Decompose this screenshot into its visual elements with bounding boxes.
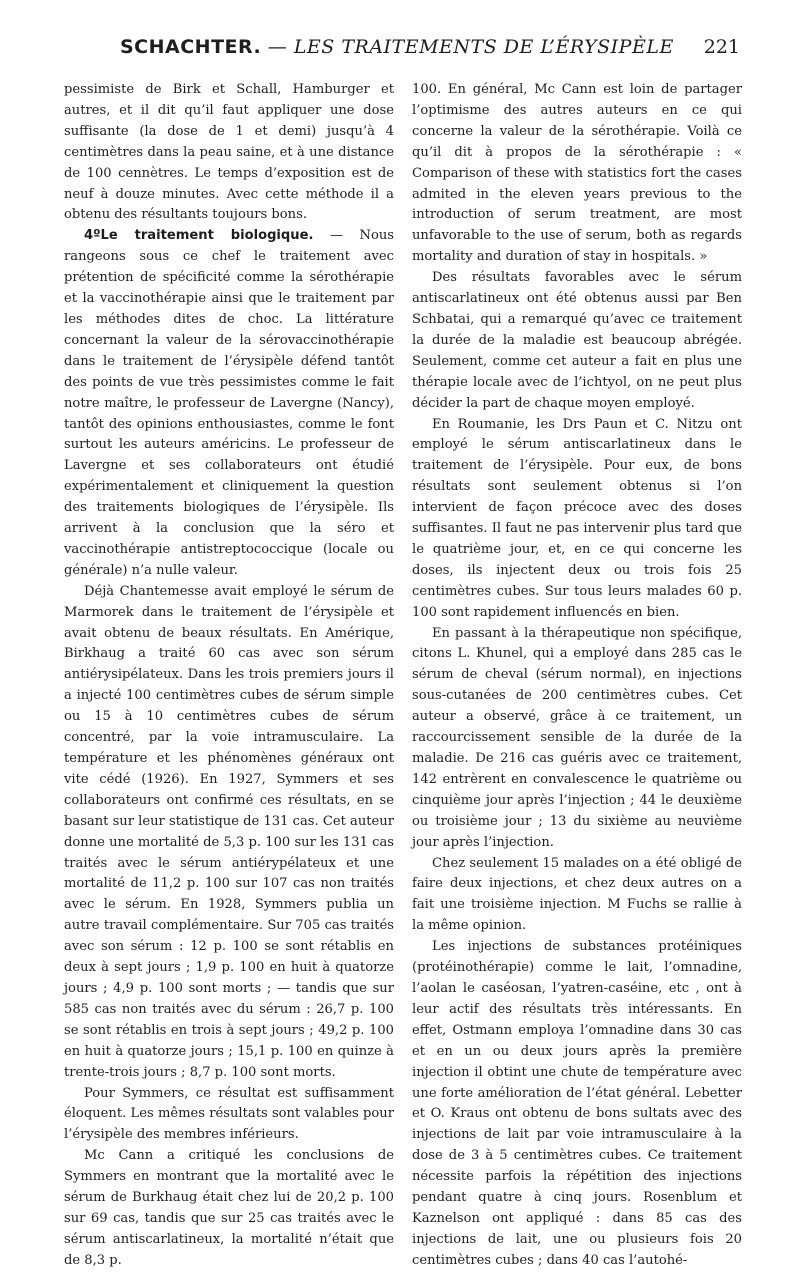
section-heading: 4ºLe traitement biologique. bbox=[84, 228, 314, 244]
paragraph: pessimiste de Birk et Schall, Hamburger et autres, et il dit qu’il faut appliquer une dose suffisante (la dose de 1 et demi) jusqu’à 4 centimètres dans la peau saine, et à une distance de 100 cennètres. Le temps d’exposition est de neuf à douze minutes. Avec cette méthode il a obtenu des résultants toujours bons. bbox=[64, 82, 394, 223]
paragraph: Chez seulement 15 malades on a été obligé de faire deux injections, et chez deux autres on a fait une troisième injection. M Fuchs se rallie à la même opinion. bbox=[412, 855, 742, 934]
header-title: — LES TRAITEMENTS DE L’ÉRYSIPÈLE bbox=[261, 36, 674, 58]
paragraph: En Roumanie, les Drs Paun et C. Nitzu ont employé le sérum antiscarlatineux dans le traitement de l’érysipèle. Pour eux, de bons résultats sont seulement obtenus si l’on intervient de façon précoce avec des doses suffisantes. Il faut ne pas intervenir plus tard que le quatrième jour, et, en ce qui concerne les doses, ils injectent deux ou trois fois 25 centimètres cubes. Sur tous leurs malades 60 p. 100 sont rapidement influencés en bien. bbox=[412, 416, 742, 620]
right-column bbox=[412, 80, 742, 1272]
paragraph: En passant à la thérapeutique non spécifique, citons L. Khunel, qui a employé dans 285 cas le sérum de cheval (sérum normal), en injections sous-cutanées de 200 centimètres cubes. Cet auteur a observé, grâce à ce traitement, un raccourcissement sensible de la durée de la maladie. De 216 cas guéris avec ce traitement, 142 entrèrent en convalescence le quatrième ou cinquième jour après l’injection ; 44 le deuxième ou troisième jour ; 13 du sixième au neuvième jour après l’injection. bbox=[412, 625, 742, 850]
paragraph: Déjà Chantemesse avait employé le sérum de Marmorek dans le traitement de l’érysipèle et avait obtenu de beaux résultats. En Amérique, Birkhaug a traité 60 cas avec son sérum antiérysipélateux. Dans les trois premiers jours il a injecté 100 centimètres cubes de sérum simple ou 15 à 10 centimètres cubes de sérum concentré, par la voie intramusculaire. La température et les phénomènes généraux ont vite cédé (1926). En 1927, Symmers et ses collaborateurs ont confirmé ces résultats, en se basant sur leur statistique de 131 cas. Cet auteur donne une mortalité de 5,3 p. 100 sur les 131 cas traités avec le sérum antiérypélateux et une mortalité de 11,2 p. 100 sur 107 cas non traités avec le sérum. En 1928, Symmers publia un autre travail complémentaire. Sur 705 cas traités avec son sérum : 12 p. 100 se sont rétablis en deux à sept jours ; 1,9 p. 100 en huit à quatorze jours ; 4,9 p. 100 sont morts ; — tandis que sur 585 cas non traités avec du sérum : 26,7 p. 100 se sont rétablis en trois à sept jours ; 49,2 p. 100 en huit à quatorze jours ; 15,1 p. 100 en quinze à trente-trois jours ; 8,7 p. 100 sont morts. bbox=[64, 583, 394, 1080]
paragraph-biological-treatment bbox=[64, 226, 394, 581]
paragraph: Pour Symmers, ce résultat est suffisamment éloquent. Les mêmes résultats sont valables pour l’érysipèle des membres inférieurs. bbox=[64, 1085, 394, 1143]
page-title bbox=[120, 36, 674, 58]
paragraph: Les injections de substances protéiniques (protéinothérapie) comme le lait, l’omnadine, l’aolan le caséosan, l’yatren-caséine, etc , ont à leur actif des résultats très intéressants. En effet, Ostmann employa l’omnadine dans 30 cas et en un ou deux jours après la première injection il obtint une chute de température avec une forte amélioration de l’état général. Lebetter et O. Kraus ont obtenu de bons sultats avec des injections de lait par voie intramusculaire à la dose de 3 à 5 centimètres cubes. Ce traitement nécessite parfois la répétition des injections pendant quatre à cinq jours. Rosenblum et Kaznelson ont appliqué : dans 85 cas des injections de lait, une ou plusieurs fois 20 centimètres cubes ; dans 40 cas l’autohé- bbox=[412, 939, 742, 1268]
paragraph: 100. En général, Mc Cann est loin de partager l’optimisme des autres auteurs en ce qui concerne la valeur de la sérothérapie. Voilà ce qu’il dit à propos de la sérothérapie : « Comparison of these with statistics fort the cases admited in the eleven years previous to the introduction of serum treatment, are most unfavorable to the use of serum, both as regards mortality and duration of stay in hospitals. » bbox=[412, 82, 742, 265]
paragraph-text: — Nous rangeons sous ce chef le traitement avec prétention de spécificité comme la sérothérapie et la vaccinothérapie ainsi que le traitement par les méthodes dites de choc. La littérature concernant la valeur de la sérovaccinothérapie dans le traitement de l’érysipèle défend tantôt des points de vue très pessimistes comme le fait notre maître, le professeur de Lavergne (Nancy), tantôt des opinions enthousiastes, comme le font surtout les auteurs américins. Le professeur de Lavergne et ses collaborateurs ont étudié expérimentalement et cliniquement la question des traitements biologiques de l’érysipèle. Ils arrivent à la conclusion que la séro et vaccinothérapie antistreptococcique (locale ou générale) n’a nulle valeur. bbox=[64, 228, 394, 578]
paragraph: Mc Cann a critiqué les conclusions de Symmers en montrant que la mortalité avec le sérum de Burkhaug était chez lui de 20,2 p. 100 sur 69 cas, tandis que sur 25 cas traités avec le sérum antiscarlatineux, la mortalité n’était que de 8,3 p. bbox=[64, 1148, 394, 1268]
running-header bbox=[60, 36, 740, 76]
left-column bbox=[64, 80, 394, 1272]
page-number: 221 bbox=[703, 36, 740, 58]
paragraph: Des résultats favorables avec le sérum antiscarlatineux ont été obtenus aussi par Ben Schbatai, qui a remarqué qu’avec ce traitement la durée de la maladie est beaucoup abrégée. Seulement, comme cet auteur a fait en plus une thérapie locale avec de l’ichtyol, on ne peut plus décider la part de chaque moyen employé. bbox=[412, 270, 742, 411]
header-author: SCHACHTER. bbox=[120, 36, 262, 58]
